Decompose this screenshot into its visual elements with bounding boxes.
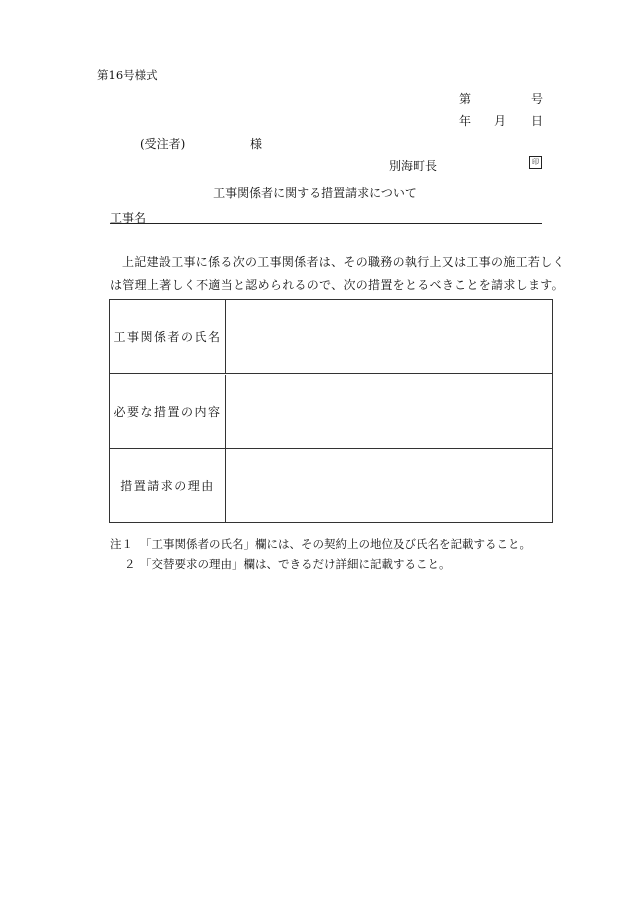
table-row: [110, 300, 552, 374]
table-row: [110, 375, 552, 449]
seal-stamp-icon: 印: [529, 156, 542, 169]
note-item: [110, 536, 531, 552]
table-row: [110, 449, 552, 522]
work-name-underline: [110, 223, 542, 224]
row-value-worker-name[interactable]: [226, 300, 552, 373]
note-text: 「交替要求の理由」欄は、できるだけ詳細に記載すること。: [140, 557, 451, 571]
request-body-text: 上記建設工事に係る次の工事関係者は、その職務の執行上又は工事の施工若しくは管理上著しく不適当と認められるので、次の措置をとるべきことを請求します。: [110, 255, 565, 292]
form-number: 第16号様式: [97, 68, 158, 82]
work-name-label: 工事名: [110, 211, 147, 225]
note-mark: 注１: [110, 537, 133, 551]
row-value-request-reason[interactable]: [226, 449, 552, 522]
date-month-label: 月: [494, 114, 507, 128]
row-label-request-reason: 措置請求の理由: [110, 449, 226, 522]
recipient-honorific: 様: [250, 137, 263, 151]
note-mark: ２: [124, 557, 136, 571]
note-text: 「工事関係者の氏名」欄には、その契約上の地位及び氏名を記載すること。: [140, 537, 531, 551]
document-number-suffix: 号: [531, 92, 544, 106]
recipient-label: (受注者): [140, 137, 186, 151]
document-title: 工事関係者に関する措置請求について: [213, 186, 417, 200]
document-number-prefix: 第: [459, 92, 472, 106]
sender-name: 別海町長: [389, 159, 438, 173]
request-table: [109, 299, 553, 523]
date-day-label: 日: [531, 114, 544, 128]
note-item: [110, 556, 451, 572]
row-value-required-measures[interactable]: [226, 375, 552, 448]
date-year-label: 年: [459, 114, 472, 128]
row-label-required-measures: 必要な措置の内容: [110, 375, 226, 448]
row-label-worker-name: 工事関係者の氏名: [110, 300, 226, 373]
